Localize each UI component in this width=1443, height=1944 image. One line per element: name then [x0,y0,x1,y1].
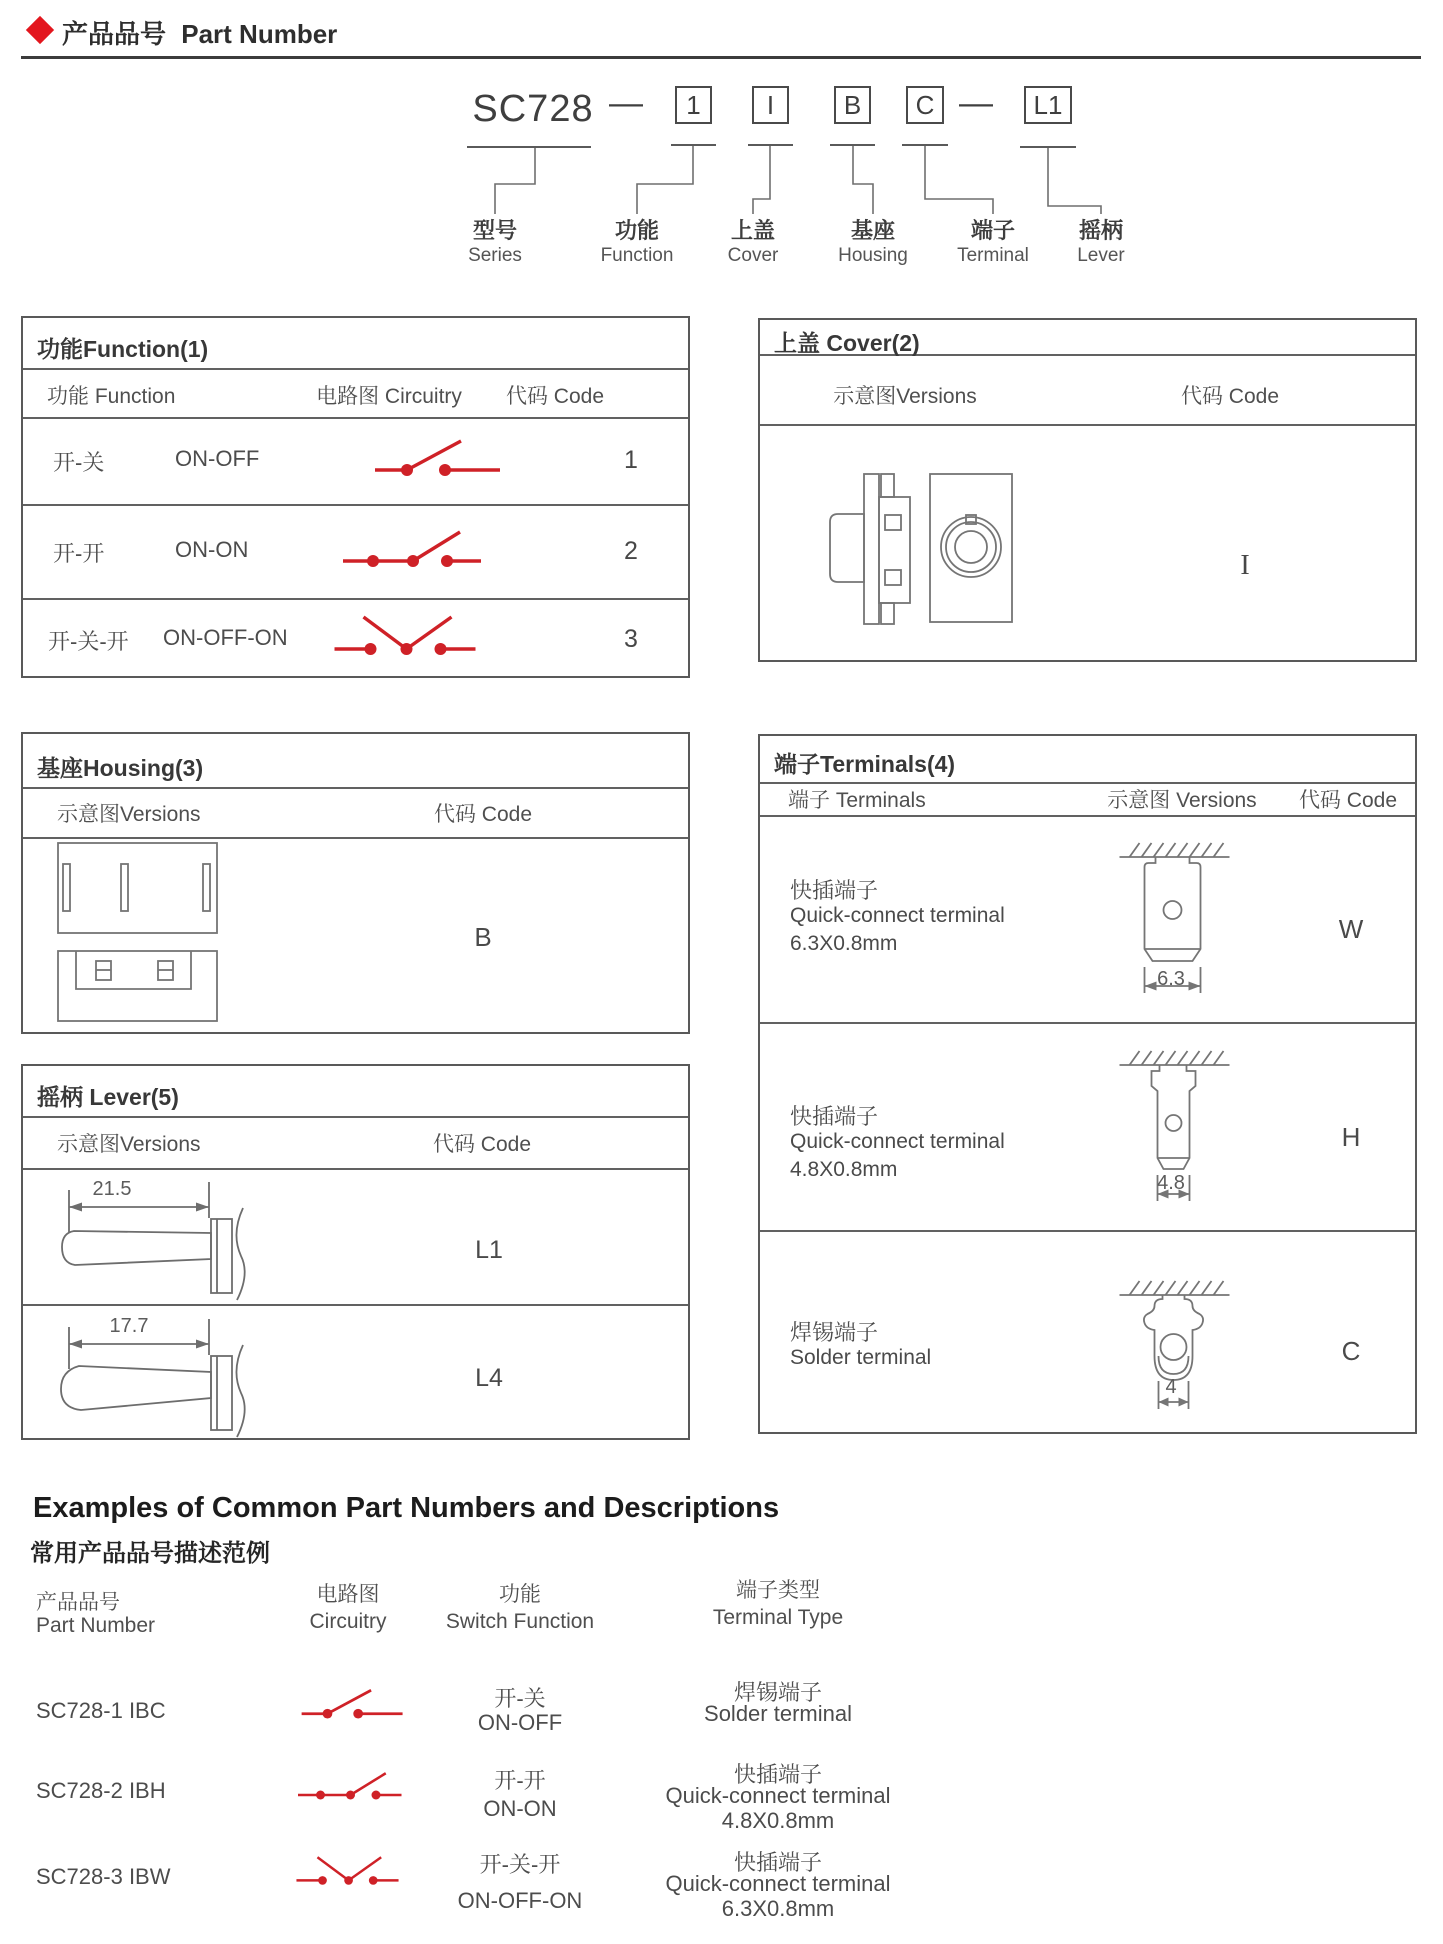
terminal-name-en: Solder terminal [790,1346,932,1369]
col-header-versions: 示意图Versions [833,385,977,408]
divider [23,504,688,506]
terminal-size: 6.3X0.8mm [790,932,898,955]
function-row-zh: 开-关 [53,450,105,475]
part-number-separator-2: — [959,84,993,122]
cover-code: I [1240,550,1250,581]
lever-table-title: 摇柄 Lever(5) [37,1084,179,1110]
circuit-icon [320,612,490,660]
divider [23,598,688,600]
col-header-terminals: 端子 Terminals [788,789,926,812]
pn-label-terminal-zh: 端子 [970,218,1015,243]
cover-drawing [822,470,1014,630]
lever-dimension: 21.5 [92,1178,132,1200]
divider [23,1168,688,1170]
terminal-dimension: 4 [1165,1376,1177,1398]
circuit-icon [323,526,503,572]
divider [760,1230,1415,1232]
col-header-versions: 示意图 Versions [1107,789,1257,812]
examples-col-part-zh: 产品品号 [36,1591,120,1614]
divider [23,1116,688,1118]
divider [23,837,688,839]
divider [23,417,688,419]
divider [23,787,688,789]
examples-col-circuit-en: Circuitry [309,1610,387,1633]
part-number-box-function: 1 [675,86,712,124]
lever-code: L4 [475,1364,503,1392]
terminal-dimension: 6.3 [1157,968,1185,990]
housing-bottom-view-drawing [57,950,218,1022]
example-function-en: ON-OFF [477,1710,563,1735]
divider [760,1022,1415,1024]
col-header-code: 代码 Code [1180,385,1280,408]
example-terminal-size: 6.3X0.8mm [721,1896,835,1921]
page-title-zh: 产品品号 [62,19,167,49]
examples-title-zh: 常用产品品号描述范例 [30,1540,270,1567]
terminals-table [758,734,1417,1434]
circuit-icon [295,1850,400,1892]
terminal-dimension: 4.8 [1157,1172,1185,1194]
terminal-code: C [1341,1336,1361,1366]
example-terminal-en: Quick-connect terminal [665,1871,891,1896]
function-row-zh: 开-开 [53,541,105,566]
example-part-number: SC728-2 IBH [36,1778,166,1803]
function-row-code: 1 [624,446,638,474]
examples-col-part-en: Part Number [36,1614,156,1637]
example-function-en: ON-ON [483,1796,557,1821]
divider [23,368,688,370]
terminal-name-en: Quick-connect terminal [790,1130,1005,1153]
example-terminal-zh: 快插端子 [733,1762,822,1787]
examples-col-function-en: Switch Function [445,1610,595,1633]
example-terminal-size: 4.8X0.8mm [721,1808,835,1833]
lever-table [21,1064,690,1440]
pn-label-housing-zh: 基座 [850,218,895,243]
function-row-en: ON-OFF [175,446,260,471]
lever-dimension: 17.7 [109,1315,149,1337]
terminal-code: W [1338,914,1364,944]
lever-code: L1 [475,1236,503,1264]
col-header-code: 代码 Code [432,1133,532,1156]
cover-table [758,318,1417,662]
page-title-en: Part Number [181,19,338,49]
terminal-name-zh: 焊锡端子 [790,1320,879,1345]
examples-col-terminal-zh: 端子类型 [736,1579,820,1602]
examples-title-en: Examples of Common Part Numbers and Descriptions [33,1492,780,1524]
circuit-icon [298,1766,403,1806]
example-function-zh: 开-开 [494,1768,546,1793]
divider [760,815,1415,817]
housing-code: B [474,922,492,952]
pn-label-cover-en: Cover [727,245,779,266]
function-table-title: 功能Function(1) [37,336,209,362]
example-function-zh: 开-关-开 [479,1852,561,1877]
col-header-code: 代码 Code [1298,789,1398,812]
housing-table-title: 基座Housing(3) [37,755,204,781]
part-number-separator: — [609,84,643,122]
pn-label-lever-en: Lever [1077,245,1125,266]
terminals-table-title: 端子Terminals(4) [774,751,956,777]
pn-label-lever-zh: 摇柄 [1078,218,1123,243]
pn-label-terminal-en: Terminal [957,245,1029,266]
part-number-box-housing: B [834,86,871,124]
pn-label-housing-en: Housing [838,245,908,266]
example-terminal-en: Quick-connect terminal [665,1783,891,1808]
example-function-zh: 开-关 [494,1686,546,1711]
examples-col-circuit-zh: 电路图 [316,1583,380,1606]
col-header-code: 代码 Code [433,803,533,826]
function-row-en: ON-ON [175,537,249,562]
example-terminal-zh: 快插端子 [733,1850,822,1875]
pn-label-function-zh: 功能 [614,218,659,243]
part-number-box-terminal: C [906,86,944,124]
pn-label-series-en: Series [468,245,522,266]
terminal-size: 4.8X0.8mm [790,1158,898,1181]
example-function-en: ON-OFF-ON [457,1888,583,1913]
terminal-name-en: Quick-connect terminal [790,904,1005,927]
example-part-number: SC728-1 IBC [36,1698,166,1723]
function-row-code: 2 [624,537,638,565]
cover-table-title: 上盖 Cover(2) [774,330,920,356]
part-number-series: SC728 [472,88,594,130]
examples-col-terminal-en: Terminal Type [712,1606,844,1629]
example-part-number: SC728-3 IBW [36,1864,171,1889]
housing-table [21,732,690,1034]
housing-top-view-drawing [57,842,218,934]
function-row-code: 3 [624,625,638,653]
col-header-versions: 示意图Versions [57,1133,201,1156]
pn-label-function-en: Function [600,245,674,266]
part-number-box-lever: L1 [1024,86,1072,124]
divider [23,1304,688,1306]
examples-col-function-zh: 功能 [499,1583,541,1606]
circuit-icon [363,435,513,481]
pn-label-cover-zh: 上盖 [730,218,775,243]
circuit-icon [300,1684,405,1724]
part-number-box-cover: I [752,86,789,124]
example-terminal-zh: 焊锡端子 [733,1680,822,1705]
function-row-zh: 开-关-开 [48,629,129,654]
col-header-circuitry: 电路图 Circuitry [316,385,462,408]
function-row-en: ON-OFF-ON [163,625,288,650]
col-header-function: 功能 Function [47,385,176,408]
divider [760,424,1415,426]
col-header-versions: 示意图Versions [57,803,201,826]
terminal-code: H [1341,1122,1361,1152]
function-table [21,316,690,678]
col-header-code: 代码 Code [505,385,605,408]
example-terminal-en: Solder terminal [704,1701,852,1726]
terminal-name-zh: 快插端子 [790,1104,879,1129]
terminal-name-zh: 快插端子 [790,878,879,903]
pn-label-series-zh: 型号 [472,218,517,243]
